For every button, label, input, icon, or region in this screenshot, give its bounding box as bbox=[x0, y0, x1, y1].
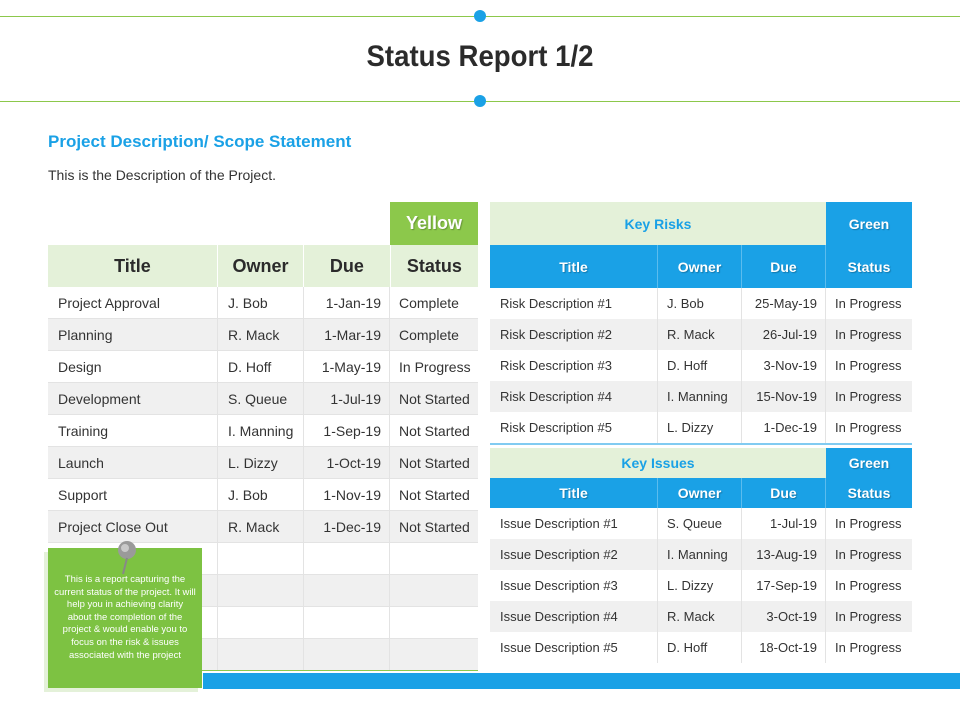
schedule-status-cell: In Progress bbox=[399, 358, 471, 375]
schedule-owner-cell: J. Bob bbox=[218, 287, 304, 318]
risk-due-cell: 26-Jul-19 bbox=[742, 319, 826, 350]
schedule-owner-cell bbox=[218, 607, 304, 638]
table-row bbox=[490, 539, 912, 570]
schedule-title-cell: Launch bbox=[48, 447, 218, 478]
schedule-status-cell bbox=[390, 607, 478, 638]
table-row bbox=[48, 447, 478, 479]
risk-due-cell: 15-Nov-19 bbox=[742, 381, 826, 412]
risk-owner-cell: L. Dizzy bbox=[658, 412, 742, 443]
table-row bbox=[490, 570, 912, 601]
risk-status-cell: In Progress bbox=[835, 296, 902, 311]
schedule-due-cell: 1-Mar-19 bbox=[304, 319, 390, 350]
schedule-due-cell: 1-Dec-19 bbox=[304, 511, 390, 542]
schedule-status-cell: Not Started bbox=[399, 486, 470, 503]
risk-owner-cell: D. Hoff bbox=[658, 350, 742, 381]
issue-owner-cell: R. Mack bbox=[658, 601, 742, 632]
schedule-status-cell bbox=[390, 575, 478, 606]
schedule-status-cell: Complete bbox=[399, 294, 459, 311]
issue-status-cell: In Progress bbox=[835, 547, 902, 562]
risk-due-cell: 1-Dec-19 bbox=[742, 412, 826, 443]
risks-title: Key Risks bbox=[490, 202, 826, 245]
table-row bbox=[48, 287, 478, 319]
risk-owner-cell: J. Bob bbox=[658, 288, 742, 319]
issue-title-cell: Issue Description #2 bbox=[490, 539, 658, 570]
schedule-title-cell: Planning bbox=[48, 319, 218, 350]
issue-due-cell: 1-Jul-19 bbox=[742, 508, 826, 539]
issue-status-cell: In Progress bbox=[835, 578, 902, 593]
risks-underline bbox=[490, 443, 912, 445]
column-header-status: Status bbox=[406, 255, 462, 276]
schedule-due-cell bbox=[304, 543, 390, 574]
table-row bbox=[48, 415, 478, 447]
risk-status-cell: In Progress bbox=[835, 420, 902, 435]
table-row bbox=[490, 381, 912, 412]
schedule-status-cell bbox=[390, 639, 478, 670]
schedule-due-cell: 1-Sep-19 bbox=[304, 415, 390, 446]
schedule-title-cell: Support bbox=[48, 479, 218, 510]
issue-status-cell: In Progress bbox=[835, 640, 902, 655]
risk-due-cell: 3-Nov-19 bbox=[742, 350, 826, 381]
schedule-due-cell bbox=[304, 575, 390, 606]
table-row bbox=[490, 350, 912, 381]
schedule-title-cell: Development bbox=[48, 383, 218, 414]
issues-body bbox=[490, 508, 912, 663]
issue-owner-cell: I. Manning bbox=[658, 539, 742, 570]
schedule-title-cell: Project Approval bbox=[48, 287, 218, 318]
schedule-owner-cell: L. Dizzy bbox=[218, 447, 304, 478]
issue-due-cell: 17-Sep-19 bbox=[742, 570, 826, 601]
schedule-title-cell: Project Close Out bbox=[48, 511, 218, 542]
issue-owner-cell: D. Hoff bbox=[658, 632, 742, 663]
issue-title-cell: Issue Description #3 bbox=[490, 570, 658, 601]
risk-title-cell: Risk Description #1 bbox=[490, 288, 658, 319]
column-header-title: Title bbox=[490, 478, 658, 508]
risk-title-cell: Risk Description #3 bbox=[490, 350, 658, 381]
issue-status-cell: In Progress bbox=[835, 609, 902, 624]
column-header-due: Due bbox=[742, 245, 826, 288]
issue-due-cell: 3-Oct-19 bbox=[742, 601, 826, 632]
schedule-status-badge: Yellow bbox=[390, 202, 478, 245]
schedule-owner-cell bbox=[218, 543, 304, 574]
schedule-title-cell: Training bbox=[48, 415, 218, 446]
issue-title-cell: Issue Description #4 bbox=[490, 601, 658, 632]
issue-due-cell: 13-Aug-19 bbox=[742, 539, 826, 570]
risk-status-cell: In Progress bbox=[835, 389, 902, 404]
issue-title-cell: Issue Description #1 bbox=[490, 508, 658, 539]
risk-status-cell: In Progress bbox=[835, 327, 902, 342]
issue-owner-cell: S. Queue bbox=[658, 508, 742, 539]
schedule-owner-cell bbox=[218, 639, 304, 670]
column-header-due: Due bbox=[304, 245, 390, 287]
page-title: Status Report 1/2 bbox=[366, 40, 594, 73]
schedule-due-cell: 1-Jan-19 bbox=[304, 287, 390, 318]
note-text: This is a report capturing the current status of the project. It will help you in achieving clarity about the completion of the project & would enable you to focus on the risk & issues associated with the project bbox=[54, 574, 196, 661]
project-description: This is the Description of the Project. bbox=[48, 167, 276, 183]
schedule-status-cell: Not Started bbox=[399, 454, 470, 471]
table-row bbox=[490, 508, 912, 539]
schedule-status-cell: Not Started bbox=[399, 518, 470, 535]
schedule-status-row bbox=[48, 202, 478, 245]
schedule-owner-cell bbox=[218, 575, 304, 606]
issues-table bbox=[490, 448, 912, 663]
risks-header bbox=[490, 245, 912, 288]
issues-title-row bbox=[490, 448, 912, 478]
table-row bbox=[48, 319, 478, 351]
issue-owner-cell: L. Dizzy bbox=[658, 570, 742, 601]
issues-title: Key Issues bbox=[490, 448, 826, 478]
risks-status-badge: Green bbox=[826, 202, 912, 245]
note-card bbox=[48, 548, 202, 688]
column-header-title: Title bbox=[490, 245, 658, 288]
table-row bbox=[48, 479, 478, 511]
table-row bbox=[48, 383, 478, 415]
table-row bbox=[490, 412, 912, 443]
column-header-title: Title bbox=[48, 245, 218, 287]
risk-owner-cell: I. Manning bbox=[658, 381, 742, 412]
schedule-owner-cell: S. Queue bbox=[218, 383, 304, 414]
risk-status-cell: In Progress bbox=[835, 358, 902, 373]
schedule-due-cell: 1-May-19 bbox=[304, 351, 390, 382]
column-header-status: Status bbox=[847, 485, 891, 501]
issue-status-cell: In Progress bbox=[835, 516, 902, 531]
schedule-header bbox=[48, 245, 478, 287]
risks-table bbox=[490, 202, 912, 445]
schedule-title-cell: Design bbox=[48, 351, 218, 382]
schedule-due-cell: 1-Nov-19 bbox=[304, 479, 390, 510]
issue-due-cell: 18-Oct-19 bbox=[742, 632, 826, 663]
risk-title-cell: Risk Description #4 bbox=[490, 381, 658, 412]
table-row bbox=[490, 632, 912, 663]
schedule-owner-cell: D. Hoff bbox=[218, 351, 304, 382]
schedule-due-cell bbox=[304, 639, 390, 670]
schedule-status-cell: Not Started bbox=[399, 390, 470, 407]
schedule-status-cell: Complete bbox=[399, 326, 459, 343]
risks-body bbox=[490, 288, 912, 443]
top-divider-dot bbox=[474, 10, 486, 22]
risk-title-cell: Risk Description #2 bbox=[490, 319, 658, 350]
schedule-owner-cell: I. Manning bbox=[218, 415, 304, 446]
footer-bar bbox=[203, 673, 960, 689]
issue-title-cell: Issue Description #5 bbox=[490, 632, 658, 663]
column-header-owner: Owner bbox=[218, 245, 304, 287]
column-header-status: Status bbox=[847, 258, 891, 275]
pushpin-icon bbox=[116, 540, 138, 576]
schedule-owner-cell: R. Mack bbox=[218, 319, 304, 350]
risks-title-row bbox=[490, 202, 912, 245]
table-row bbox=[490, 601, 912, 632]
schedule-owner-cell: R. Mack bbox=[218, 511, 304, 542]
risk-due-cell: 25-May-19 bbox=[742, 288, 826, 319]
risk-title-cell: Risk Description #5 bbox=[490, 412, 658, 443]
header-divider-dot bbox=[474, 95, 486, 107]
column-header-due: Due bbox=[742, 478, 826, 508]
schedule-due-cell bbox=[304, 607, 390, 638]
table-row bbox=[490, 319, 912, 350]
schedule-status-cell bbox=[390, 543, 478, 574]
table-row bbox=[490, 288, 912, 319]
risk-owner-cell: R. Mack bbox=[658, 319, 742, 350]
schedule-status-cell: Not Started bbox=[399, 422, 470, 439]
issues-header bbox=[490, 478, 912, 508]
schedule-owner-cell: J. Bob bbox=[218, 479, 304, 510]
table-row bbox=[48, 351, 478, 383]
schedule-due-cell: 1-Jul-19 bbox=[304, 383, 390, 414]
column-header-owner: Owner bbox=[658, 478, 742, 508]
table-row bbox=[48, 511, 478, 543]
project-heading: Project Description/ Scope Statement bbox=[48, 132, 352, 151]
column-header-owner: Owner bbox=[658, 245, 742, 288]
issues-status-badge: Green bbox=[826, 448, 912, 478]
schedule-due-cell: 1-Oct-19 bbox=[304, 447, 390, 478]
